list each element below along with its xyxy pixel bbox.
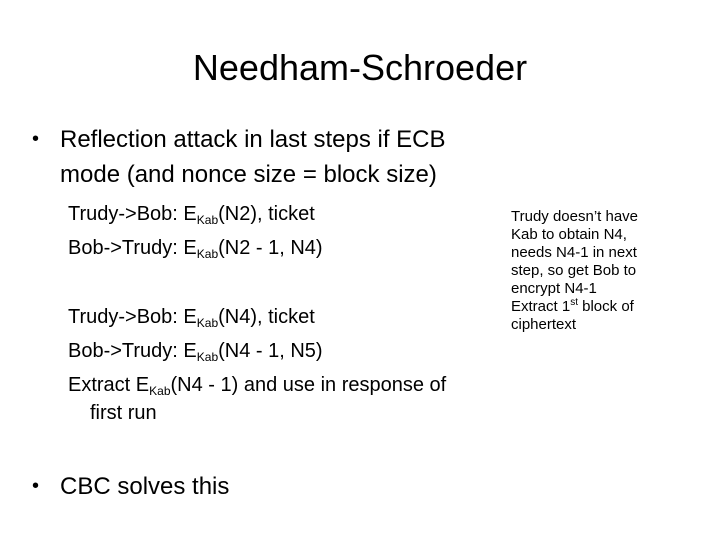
bullet-text-line1: Reflection attack in last steps if ECB bbox=[60, 126, 446, 153]
step-line-5 bbox=[68, 373, 446, 397]
side-note bbox=[511, 208, 711, 334]
step-2-key: Kab bbox=[196, 247, 219, 261]
slide-title: Needham-Schroeder bbox=[192, 47, 528, 88]
step-line-3 bbox=[68, 305, 315, 329]
step-line-1 bbox=[68, 202, 315, 226]
step-1-suffix: (N2), ticket bbox=[218, 203, 315, 225]
step-line-2 bbox=[68, 236, 323, 260]
step-5-suffix: (N4 - 1) and use in response of bbox=[170, 374, 447, 396]
step-3-key: Kab bbox=[196, 316, 219, 330]
step-4-key: Kab bbox=[196, 350, 219, 364]
step-5-prefix: Extract E bbox=[68, 374, 150, 396]
step-1-prefix: Trudy->Bob: E bbox=[68, 203, 197, 225]
note-line-3: needs N4-1 in next bbox=[511, 244, 637, 261]
note-line-6-ordinal: st bbox=[570, 297, 578, 308]
note-line-7: ciphertext bbox=[511, 316, 577, 333]
note-line-4: step, so get Bob to bbox=[511, 262, 637, 279]
step-3-prefix: Trudy->Bob: E bbox=[68, 306, 197, 328]
step-4-prefix: Bob->Trudy: E bbox=[68, 340, 197, 362]
note-line-6-prefix: Extract 1 bbox=[511, 298, 571, 315]
step-2-prefix: Bob->Trudy: E bbox=[68, 237, 197, 259]
note-line-6-suffix: block of bbox=[577, 298, 634, 315]
step-line-4 bbox=[68, 339, 323, 363]
bullet-marker: • bbox=[32, 475, 40, 497]
step-line-5-cont: first run bbox=[90, 402, 157, 424]
note-line-1: Trudy doesn’t have bbox=[511, 208, 639, 225]
step-5-key: Kab bbox=[149, 384, 171, 398]
step-3-suffix: (N4), ticket bbox=[218, 306, 315, 328]
bullet-marker: • bbox=[32, 128, 40, 150]
note-line-2: Kab to obtain N4, bbox=[511, 226, 627, 243]
step-2-suffix: (N2 - 1, N4) bbox=[218, 237, 323, 259]
step-4-suffix: (N4 - 1, N5) bbox=[218, 340, 323, 362]
step-1-key: Kab bbox=[196, 213, 219, 227]
bullet-text-cbc: CBC solves this bbox=[60, 473, 230, 500]
note-line-6 bbox=[511, 298, 711, 316]
note-line-5: encrypt N4-1 bbox=[511, 280, 597, 297]
bullet-text-line2: mode (and nonce size = block size) bbox=[60, 161, 437, 188]
